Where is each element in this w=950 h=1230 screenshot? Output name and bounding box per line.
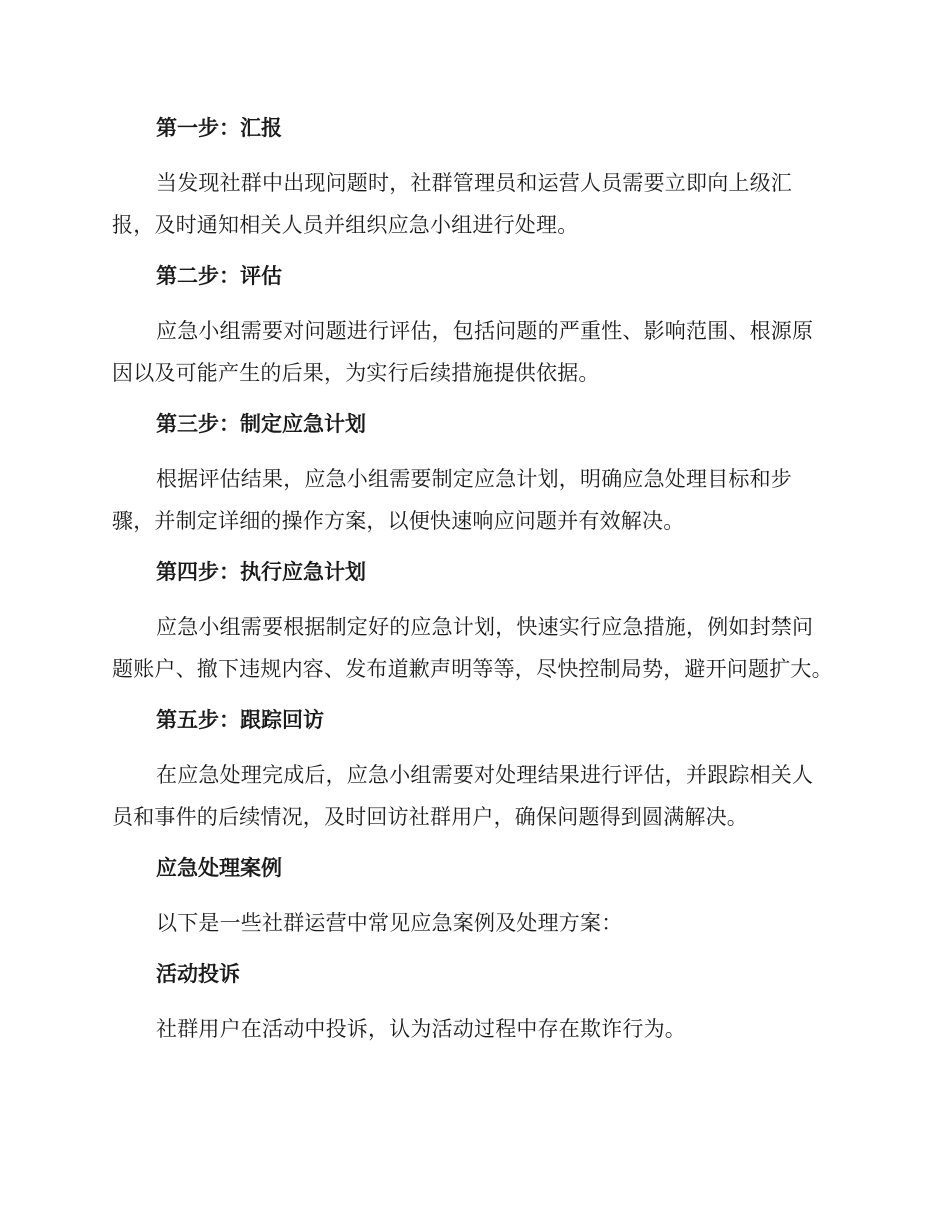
- section-paragraph-step-3: 根据评估结果，应急小组需要制定应急计划，明确应急处理目标和步骤，并制定详细的操作方案，以便快速响应问题并有效解决。: [112, 467, 792, 533]
- section-heading-step-2: 第二步：评估: [156, 264, 282, 288]
- section-heading-step-3: 第三步：制定应急计划: [156, 412, 366, 436]
- section-heading-step-1: 第一步：汇报: [156, 116, 282, 140]
- section-paragraph-cases: 以下是一些社群运营中常见应急案例及处理方案：: [156, 911, 623, 935]
- section-paragraph-step-5: 在应急处理完成后，应急小组需要对处理结果进行评估，并跟踪相关人员和事件的后续情况，及时回访社群用户，确保问题得到圆满解决。: [112, 763, 814, 829]
- section-paragraph-activity-complaint: 社群用户在活动中投诉，认为活动过程中存在欺诈行为。: [156, 1017, 686, 1041]
- section-heading-step-4: 第四步：执行应急计划: [156, 560, 366, 584]
- section-paragraph-step-1: 当发现社群中出现问题时，社群管理员和运营人员需要立即向上级汇报，及时通知相关人员并组织应急小组进行处理。: [112, 171, 792, 237]
- section-heading-step-5: 第五步：跟踪回访: [156, 708, 324, 732]
- section-heading-activity-complaint: 活动投诉: [156, 962, 240, 986]
- section-paragraph-step-4: 应急小组需要根据制定好的应急计划，快速实行应急措施，例如封禁问题账户、撤下违规内容、发布道歉声明等等，尽快控制局势，避开问题扩大。: [112, 615, 833, 681]
- section-heading-cases: 应急处理案例: [156, 856, 282, 880]
- section-paragraph-step-2: 应急小组需要对问题进行评估，包括问题的严重性、影响范围、根源原因以及可能产生的后果，为实行后续措施提供依据。: [112, 319, 814, 385]
- document-body: [112, 108, 834, 1050]
